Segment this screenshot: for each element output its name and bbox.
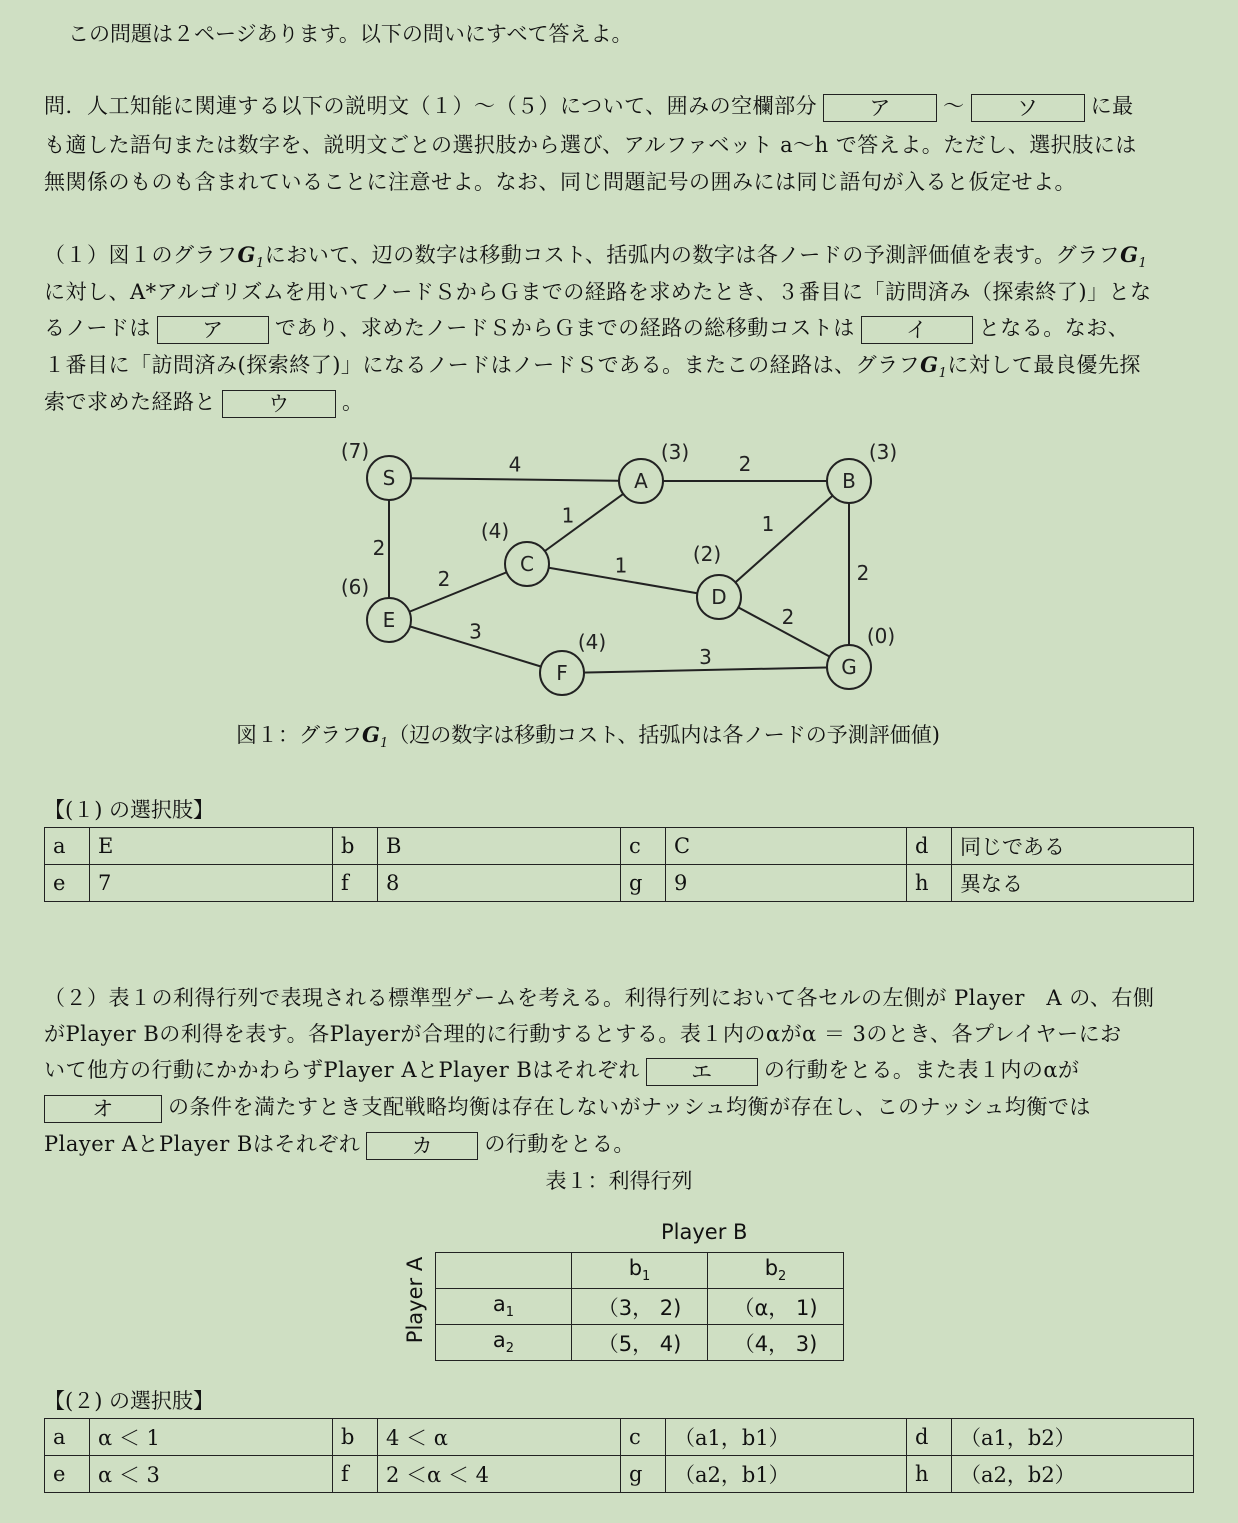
choices-2-title: 【(２) の選択肢】 — [44, 1389, 215, 1413]
node-label-D: D — [711, 585, 727, 609]
choice-key: b — [333, 828, 378, 865]
payoff-header-row — [436, 1253, 844, 1289]
choice-value: α ＜ 3 — [90, 1456, 333, 1493]
edge-cost-E-C: 2 — [437, 567, 451, 591]
choice-key: e — [45, 1456, 90, 1493]
p2-line-2: がPlayer Bの利得を表す。各Playerが合理的に行動するとする。表１内のαがα ＝ 3のとき、各プレイヤーにお — [44, 1022, 1122, 1046]
g1-letter: G — [362, 722, 380, 747]
edge-cost-B-G: 2 — [856, 561, 870, 585]
g1-letter: G — [237, 242, 256, 267]
edge-cost-F-G: 3 — [699, 645, 712, 669]
graph-g1 — [0, 0, 1238, 710]
edge-cost-C-D: 1 — [614, 553, 628, 578]
blank-u: ウ — [222, 390, 336, 418]
choice-value: α ＜ 1 — [90, 1419, 333, 1456]
choice-value: 7 — [90, 865, 333, 902]
g1-sub: 1 — [255, 256, 265, 272]
p2-line-4 — [44, 1091, 1091, 1123]
choice-value: B — [378, 828, 621, 865]
choice-value: 2 ＜α ＜ 4 — [378, 1456, 621, 1493]
choice-key: b — [333, 1419, 378, 1456]
p1-text-3b: であり、求めたノードＳからＧまでの経路の総移動コストは — [274, 316, 855, 340]
player-a-label: Player A — [403, 1256, 427, 1344]
choices-row — [45, 1456, 1194, 1493]
p1-text-3c: となる。なお、 — [978, 316, 1130, 340]
choice-value: 異なる — [952, 865, 1194, 902]
p2-text-5a: Player AとPlayer Bはそれぞれ — [44, 1132, 361, 1156]
payoff-cell: （5， 4) — [572, 1325, 708, 1361]
choice-key: a — [45, 1419, 90, 1456]
blank-o: オ — [44, 1095, 162, 1123]
p1-text-1b: において、辺の数字は移動コスト、括弧内の数字は各ノードの予測評価値を表す。グラフ — [264, 243, 1121, 267]
node-heuristic-S: (7) — [340, 439, 370, 463]
blank-a-ref: ア — [823, 94, 937, 122]
payoff-cell: （4， 3) — [708, 1325, 844, 1361]
node-heuristic-G: (0) — [866, 624, 896, 648]
choice-value: （a1，b2） — [952, 1419, 1194, 1456]
node-label-A: A — [634, 469, 648, 493]
choice-value: E — [90, 828, 333, 865]
choice-key: g — [621, 1456, 666, 1493]
node-heuristic-D: (2) — [692, 542, 722, 566]
choice-value: 8 — [378, 865, 621, 902]
choice-value: （a2，b2） — [952, 1456, 1194, 1493]
node-heuristic-E: (6) — [340, 575, 370, 599]
choice-value: 同じである — [952, 828, 1194, 865]
node-label-C: C — [520, 552, 534, 576]
blank-e: エ — [646, 1058, 758, 1086]
node-heuristic-B: (3) — [868, 440, 898, 464]
edge-cost-D-B: 1 — [761, 512, 775, 536]
choices-1-table — [44, 827, 1194, 902]
payoff-row-a2 — [436, 1325, 844, 1361]
p2-line-1: （２）表１の利得行列で表現される標準型ゲームを考える。利得行列において各セルの左側が Player A の、右側 — [44, 986, 1155, 1010]
p2-text-5b: の行動をとる。 — [484, 1132, 635, 1156]
p2-line-5 — [44, 1128, 635, 1160]
node-heuristic-C: (4) — [480, 519, 510, 543]
table-1-caption: 表１：利得行列 — [545, 1169, 693, 1193]
fig1-caption-b: （辺の数字は移動コスト、括弧内は各ノードの予測評価値) — [388, 723, 940, 747]
node-label-B: B — [842, 469, 856, 493]
node-label-S: S — [382, 466, 396, 490]
choice-key: g — [621, 865, 666, 902]
g1-letter: G — [920, 352, 939, 377]
g1-sub: 1 — [1138, 256, 1148, 272]
p1-text-1a: （１）図１のグラフ — [44, 243, 238, 267]
choice-key: f — [333, 865, 378, 902]
col-header-b1: $b_1$ — [572, 1253, 708, 1289]
choice-value: 4 ＜ α — [378, 1419, 621, 1456]
edge-cost-A-B: 2 — [738, 452, 752, 476]
fig1-caption-a: 図１：グラフ — [236, 723, 362, 747]
choices-row — [45, 828, 1194, 865]
edge-cost-D-G: 2 — [781, 605, 795, 629]
edge-cost-S-A: 4 — [508, 452, 522, 477]
choices-2-table — [44, 1418, 1194, 1493]
edge-cost-C-A: 1 — [561, 503, 575, 528]
choice-value: （a1，b1） — [666, 1419, 907, 1456]
payoff-cell: （3， 2) — [572, 1289, 708, 1325]
question-line-3: 無関係のものも含まれていることに注意せよ。なお、同じ問題記号の囲みには同じ語句が入ると仮定せよ。 — [44, 170, 1076, 194]
g1-letter: G — [1120, 242, 1139, 267]
blank-ka: カ — [366, 1132, 478, 1160]
choice-key: d — [907, 1419, 952, 1456]
choice-key: a — [45, 828, 90, 865]
choice-value: 9 — [666, 865, 907, 902]
choice-value: （a2，b1） — [666, 1456, 907, 1493]
question-text-1a: 問．人工知能に関連する以下の説明文（１）～（５）について、囲みの空欄部分 — [44, 94, 818, 118]
col-header-b2: $b_2$ — [708, 1253, 844, 1289]
blank-i: イ — [861, 316, 973, 344]
p2-text-3b: の行動をとる。また表１内のαが — [763, 1058, 1080, 1082]
player-b-label: Player B — [661, 1220, 748, 1244]
edge-D-B — [719, 481, 849, 597]
choices-row — [45, 865, 1194, 902]
p2-text-3a: いて他方の行動にかかわらずPlayer AとPlayer Bはそれぞれ — [44, 1058, 640, 1082]
choice-key: c — [621, 1419, 666, 1456]
edge-cost-S-E: 2 — [372, 536, 386, 560]
p1-text-5b: 。 — [342, 390, 364, 414]
p1-text-4a: １番目に「訪問済み(探索終了)」になるノードはノードＳである。またこの経路は、グラフ — [44, 353, 921, 377]
choice-key: f — [333, 1456, 378, 1493]
tilde: ～ — [943, 94, 965, 118]
payoff-row-a1 — [436, 1289, 844, 1325]
choice-key: h — [907, 865, 952, 902]
figure-1-caption — [236, 719, 940, 751]
g1-sub: 1 — [379, 736, 389, 752]
intro-text: この問題は２ページあります。以下の問いにすべて答えよ。 — [68, 22, 633, 46]
edge-cost-E-F: 3 — [469, 619, 482, 644]
choice-key: c — [621, 828, 666, 865]
choice-key: h — [907, 1456, 952, 1493]
choice-value: C — [666, 828, 907, 865]
blank-a: ア — [157, 316, 269, 344]
payoff-cell: （α， 1) — [708, 1289, 844, 1325]
choices-row — [45, 1419, 1194, 1456]
payoff-corner — [436, 1253, 572, 1289]
p1-text-3a: るノードは — [44, 316, 151, 340]
row-header-a1: $a_1$ — [436, 1289, 572, 1325]
choices-1-title: 【(１) の選択肢】 — [44, 798, 215, 822]
edge-S-A — [389, 478, 641, 481]
question-text-1b: に最 — [1090, 94, 1134, 118]
row-header-a2: $a_2$ — [436, 1325, 572, 1361]
node-label-F: F — [556, 661, 568, 685]
p1-text-4b: に対して最良優先探 — [947, 353, 1141, 377]
p2-line-3 — [44, 1054, 1080, 1086]
blank-so-ref: ソ — [971, 94, 1085, 122]
question-line-2: も適した語句または数字を、説明文ごとの選択肢から選び、アルファベット a～h で答えよ。ただし、選択肢には — [44, 133, 1137, 157]
node-label-G: G — [841, 655, 857, 679]
node-heuristic-A: (3) — [660, 440, 690, 464]
payoff-matrix — [435, 1252, 844, 1361]
p1-line-2: に対し、A*アルゴリズムを用いてノードＳからＧまでの経路を求めたとき、３番目に「訪問済み（探索終了)」とな — [44, 280, 1152, 304]
p1-text-5a: 索で求めた経路と — [44, 390, 216, 414]
p2-text-4b: の条件を満たすとき支配戦略均衡は存在しないがナッシュ均衡が存在し、このナッシュ均衡では — [168, 1095, 1091, 1119]
choice-key: e — [45, 865, 90, 902]
node-heuristic-F: (4) — [577, 630, 607, 654]
node-label-E: E — [382, 608, 396, 632]
g1-sub: 1 — [938, 366, 948, 382]
g1-symbol — [362, 722, 389, 752]
choice-key: d — [907, 828, 952, 865]
